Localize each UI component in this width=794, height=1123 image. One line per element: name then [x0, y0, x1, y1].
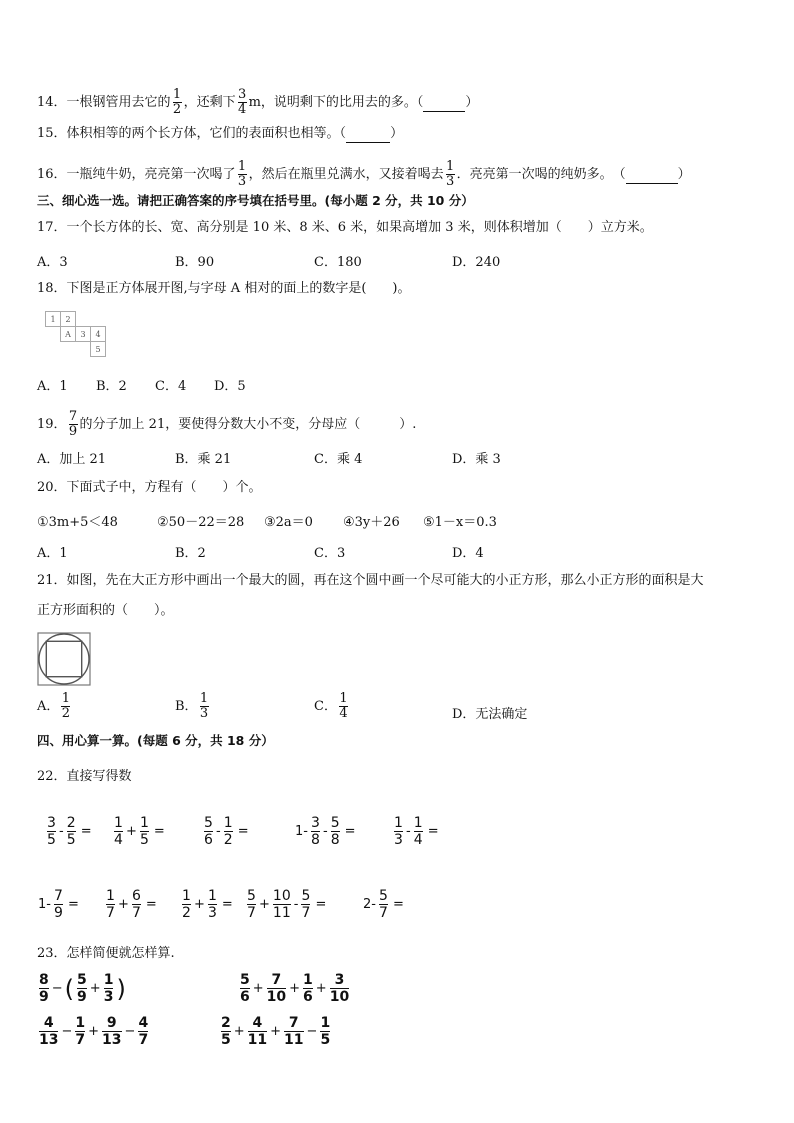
- operator: +: [194, 897, 205, 912]
- option-d[interactable]: D．240: [452, 255, 501, 270]
- operator: +: [270, 1024, 282, 1039]
- fraction: $\frac{1}{2}$: [182, 888, 191, 921]
- question-16: 16．一瓶纯牛奶，亮亮第一次喝了 $\frac{1}{3}$ ，然后在瓶里兑满水，又接着喝去 $\frac{1}{3}$ ．亮亮第一次喝的纯奶多。 （ ）: [37, 159, 691, 189]
- fraction: $\frac{1}{2}$: [61, 691, 71, 721]
- equals-sign: =: [392, 897, 404, 912]
- fraction: $\frac{1}{4}$: [339, 691, 348, 721]
- equals-sign: =: [221, 897, 233, 912]
- option-b[interactable]: B． $\frac{1}{3}$: [175, 691, 209, 721]
- math-expression: [37, 1015, 150, 1048]
- fraction: $\frac{1}{3}$: [445, 159, 455, 189]
- fraction: $\frac{1}{5}$: [139, 815, 149, 848]
- fraction: $\frac{8}{9}$: [39, 972, 49, 1005]
- question-20: 20．下面式子中，方程有（ ）个。: [37, 480, 262, 495]
- fraction: $\frac{5}{6}$: [204, 815, 213, 848]
- question-23: 23．怎样简便就怎样算.: [37, 946, 175, 961]
- operator: +: [88, 1024, 100, 1039]
- operator: -: [322, 824, 328, 839]
- fraction: $\frac{1}{5}$: [320, 1015, 331, 1048]
- math-expression: [238, 972, 351, 1005]
- operator: (: [64, 974, 75, 1003]
- cube-net-figure: 1 2 A 3 4 5: [45, 311, 106, 357]
- math-expression: [294, 815, 356, 848]
- fraction: $\frac{5}{7}$: [379, 888, 388, 921]
- answer-blank[interactable]: [423, 95, 465, 112]
- math-expression: [219, 1015, 332, 1048]
- answer-blank[interactable]: [626, 167, 678, 184]
- math-expression: [37, 972, 127, 1005]
- fraction: $\frac{5}{6}$: [240, 972, 250, 1005]
- operator: -: [59, 824, 64, 839]
- fraction: $\frac{1}{7}$: [106, 888, 115, 921]
- option-c[interactable]: C．180: [314, 255, 362, 270]
- fraction: $\frac{7}{9}$: [54, 888, 63, 921]
- math-expression: [45, 815, 92, 848]
- option-b[interactable]: B．90: [175, 255, 215, 270]
- option-c[interactable]: C．乘 4: [314, 452, 363, 467]
- fraction: $\frac{3}{10}$: [329, 972, 350, 1005]
- fraction: $\frac{7}{11}$: [284, 1015, 304, 1048]
- equation-item: ①3m+5＜48: [37, 515, 118, 530]
- operator: 2-: [363, 897, 376, 912]
- operator: -: [216, 824, 221, 839]
- operator: −: [51, 981, 63, 996]
- operator: -: [406, 824, 411, 839]
- fraction: $\frac{1}{6}$: [303, 972, 313, 1005]
- math-expression: [202, 815, 249, 848]
- fraction: $\frac{5}{7}$: [247, 888, 256, 921]
- q14-number: 14．: [37, 95, 67, 110]
- operator: +: [126, 824, 137, 839]
- option-b[interactable]: B．2: [96, 379, 127, 394]
- math-expression: [392, 815, 439, 848]
- equation-item: ④3y＋26: [343, 515, 400, 530]
- math-expression: [362, 888, 404, 921]
- option-d[interactable]: D．4: [452, 546, 484, 561]
- equals-sign: =: [315, 897, 327, 912]
- fraction: $\frac{2}{5}$: [221, 1015, 231, 1048]
- operator: 1-: [38, 897, 51, 912]
- fraction: $\frac{4}{7}$: [138, 1015, 149, 1048]
- fraction: $\frac{9}{13}$: [102, 1015, 122, 1048]
- fraction: $\frac{7}{9}$: [68, 409, 78, 439]
- question-14: 14．一根钢管用去它的 $\frac{1}{2}$ ，还剩下 $\frac{3}{4}$ m，说明剩下的比用去的多。（ ）: [37, 87, 479, 117]
- option-d[interactable]: D．乘 3: [452, 452, 501, 467]
- equation-item: ③2a＝0: [264, 515, 313, 530]
- fraction: $\frac{5}{7}$: [301, 888, 311, 921]
- fraction: $\frac{5}{9}$: [77, 972, 87, 1005]
- fraction: $\frac{1}{2}$: [223, 815, 233, 848]
- operator: −: [124, 1024, 136, 1039]
- operator: -: [293, 897, 299, 912]
- equals-sign: =: [344, 824, 356, 839]
- question-22: 22．直接写得数: [37, 769, 132, 784]
- section-4-heading: 四、用心算一算。(每题 6 分，共 18 分）: [37, 733, 274, 748]
- question-21-line-1: 21．如图，先在大正方形中画出一个最大的圆，再在这个圆中画一个尽可能大的小正方形，那么小正方形的面积是大: [37, 573, 704, 588]
- question-18: 18．下图是正方体展开图,与字母 A 相对的面上的数字是( )。: [37, 281, 411, 296]
- operator: +: [118, 897, 129, 912]
- math-expression: [37, 888, 79, 921]
- fraction: $\frac{7}{10}$: [266, 972, 287, 1005]
- fraction: $\frac{1}{2}$: [172, 87, 182, 117]
- fraction: $\frac{3}{4}$: [237, 87, 247, 117]
- fraction: $\frac{3}{5}$: [47, 815, 56, 848]
- operator: +: [252, 981, 264, 996]
- operator: +: [233, 1024, 245, 1039]
- fraction: $\frac{1}{3}$: [237, 159, 247, 189]
- equation-item: ②50－22＝28: [157, 515, 245, 530]
- fraction: $\frac{1}{4}$: [413, 815, 423, 848]
- equals-sign: =: [145, 897, 157, 912]
- math-expression: [245, 888, 326, 921]
- option-a[interactable]: A．加上 21: [37, 452, 107, 467]
- math-expression: [112, 815, 165, 848]
- question-19: 19． $\frac{7}{9}$ 的分子加上 21，要使得分数大小不变，分母应（ ）.: [37, 409, 417, 439]
- square-circle-square-figure: [37, 632, 91, 686]
- option-d[interactable]: D．无法确定: [452, 707, 528, 722]
- fraction: $\frac{5}{8}$: [330, 815, 340, 848]
- option-a[interactable]: A．1: [37, 379, 68, 394]
- fraction: $\frac{4}{11}$: [247, 1015, 268, 1048]
- operator: −: [306, 1024, 318, 1039]
- math-expression: [104, 888, 157, 921]
- operator: +: [89, 981, 101, 996]
- fraction: $\frac{1}{3}$: [103, 972, 114, 1005]
- fraction: $\frac{1}{3}$: [207, 888, 217, 921]
- equals-sign: =: [427, 824, 439, 839]
- fraction: $\frac{1}{3}$: [199, 691, 209, 721]
- question-21-line-2: 正方形面积的（ ）。: [37, 603, 174, 618]
- option-a[interactable]: A． $\frac{1}{2}$: [37, 691, 71, 721]
- fraction: $\frac{4}{13}$: [39, 1015, 59, 1048]
- answer-blank[interactable]: [346, 126, 390, 143]
- option-c[interactable]: C． $\frac{1}{4}$: [314, 691, 348, 721]
- operator: +: [289, 981, 301, 996]
- operator: 1-: [295, 824, 308, 839]
- option-d[interactable]: D．5: [214, 379, 246, 394]
- fraction: $\frac{10}{11}$: [272, 888, 291, 921]
- option-b[interactable]: B．乘 21: [175, 452, 232, 467]
- option-b[interactable]: B．2: [175, 546, 206, 561]
- option-a[interactable]: A．3: [37, 255, 68, 270]
- operator: ): [116, 974, 126, 1003]
- fraction: $\frac{3}{8}$: [311, 815, 320, 848]
- equals-sign: =: [153, 824, 165, 839]
- fraction: $\frac{1}{7}$: [75, 1015, 86, 1048]
- option-c[interactable]: C．4: [155, 379, 187, 394]
- operator: −: [61, 1024, 73, 1039]
- equals-sign: =: [80, 824, 92, 839]
- operator: +: [259, 897, 270, 912]
- section-3-heading: 三、细心选一选。请把正确答案的序号填在括号里。(每小题 2 分，共 10 分）: [37, 193, 474, 208]
- operator: +: [315, 981, 327, 996]
- option-c[interactable]: C．3: [314, 546, 346, 561]
- question-15: 15．体积相等的两个长方体，它们的表面积也相等。（ ）: [37, 126, 404, 141]
- fraction: $\frac{6}{7}$: [131, 888, 141, 921]
- fraction: $\frac{1}{3}$: [394, 815, 403, 848]
- fraction: $\frac{1}{4}$: [114, 815, 123, 848]
- option-a[interactable]: A．1: [37, 546, 68, 561]
- math-expression: [180, 888, 233, 921]
- question-17: 17．一个长方体的长、宽、高分别是 10 米、8 米、6 米，如果高增加 3 米，则体积增加（ ）立方米。: [37, 220, 653, 235]
- equation-item: ⑤1－x＝0.3: [423, 515, 497, 530]
- fraction: $\frac{2}{5}$: [66, 815, 76, 848]
- equals-sign: =: [237, 824, 249, 839]
- equals-sign: =: [67, 897, 79, 912]
